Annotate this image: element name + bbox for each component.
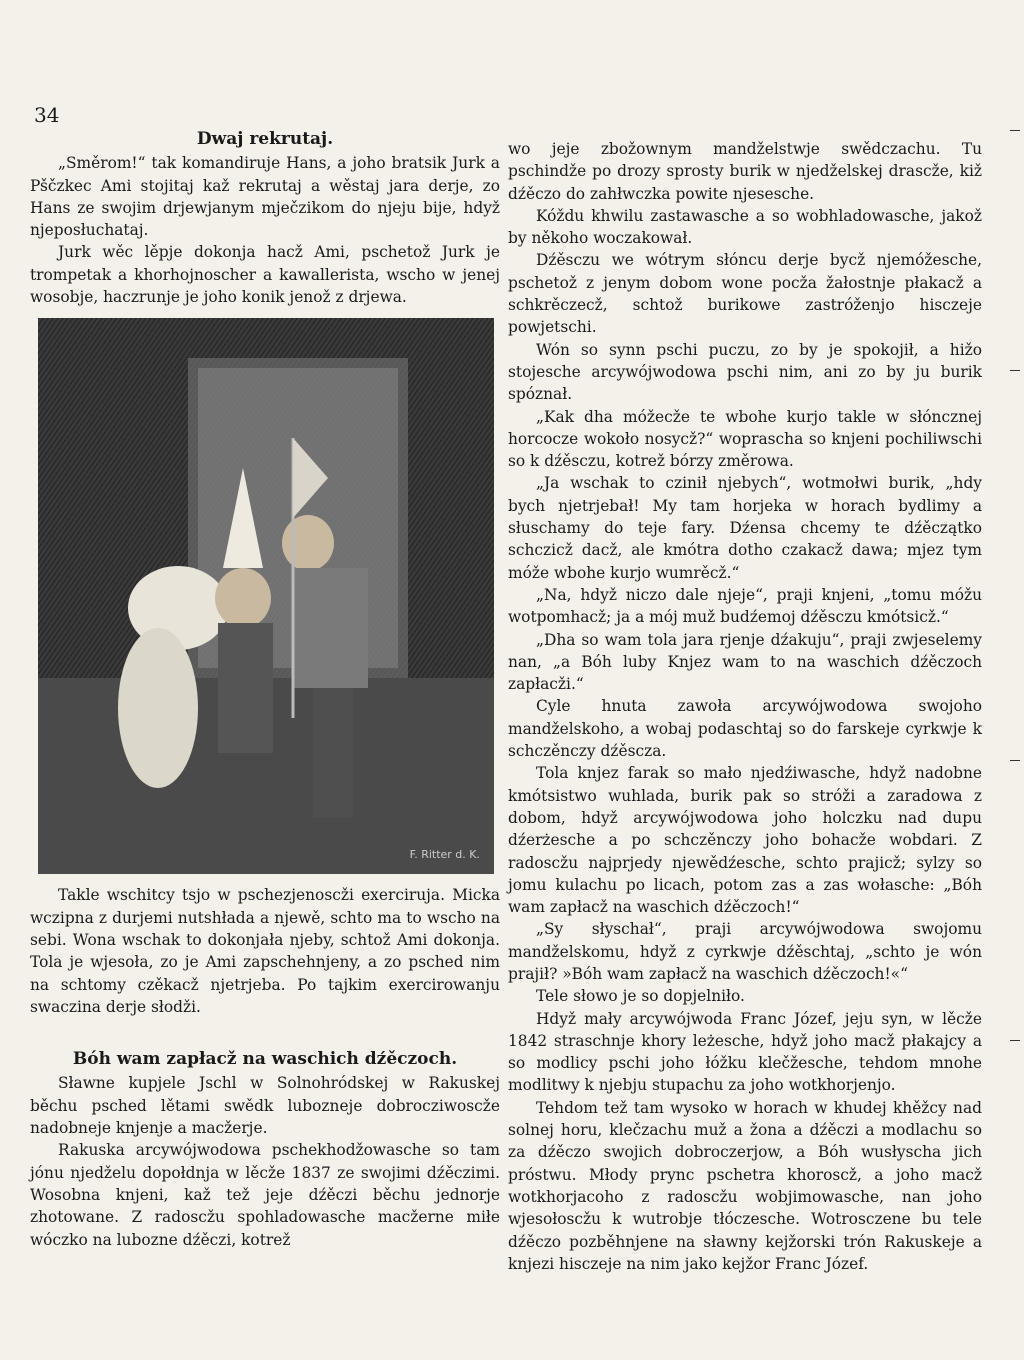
paragraph: „Na, hdyž niczo dale njeje“, praji knjeni, „tomu móžu wotpomhacž; ja a mój muž budźemoj dźěsczu kmótsicž.“ bbox=[508, 585, 982, 627]
margin-mark bbox=[1010, 760, 1020, 761]
left-column bbox=[30, 128, 500, 1251]
paragraph: Kóždu khwilu zastawasche a so wobhladowasche, jakož by někoho woczakował. bbox=[508, 206, 982, 248]
margin-mark bbox=[1010, 1040, 1020, 1041]
paragraph: Dźěsczu we wótrym słóncu derje bycž njemóžesche, pschetož z jenym dobom wone pocža žałostnje płakacž a schkrěczecž, schtož burikowe zastróženjo hisczeje powjetschi. bbox=[508, 251, 982, 337]
story-title-boh-wam-zaplacz: Bóh wam zapłacž na waschich dźěczoch. bbox=[72, 1049, 458, 1070]
paragraph: „Ja wschak to czinił njebych“, wotmołwi burik, „hdy bych njetrjebał! My tam horjeka w horach bydlimy a słuschamy do teje fary. Dźensa chcemy te dźěczątko schczicž dacž, ale kmótra dotho czakacž dawa; mjez tym móže wbohe kurjo wumrěcž.“ bbox=[508, 474, 982, 582]
right-column bbox=[508, 138, 982, 1275]
paragraph: „Směrom!“ tak komandiruje Hans, a joho bratsik Jurk a Pščzkec Ami stojitaj kaž rekrutaj a wěstaj jara derje, zo Hans ze swojim drjewjanym mječzikom do njeju bije, hdyž njeposłuchataj. bbox=[30, 154, 500, 240]
paragraph: „Dha so wam tola jara rjenje dźakuju“, praji zwjeselemy nan, „a Bóh luby Knjez wam to na waschich dźěczoch zapłacži.“ bbox=[508, 630, 982, 694]
engraving-illustration bbox=[38, 318, 494, 874]
paragraph: Sławne kupjele Jschl w Solnohródskej w Rakuskej běchu psched lětami swědk lubozneje dobroczіwoscže nadobneje knjenje a macžerje. bbox=[30, 1074, 500, 1138]
paragraph: Tehdom tež tam wysoko w horach w khudej khěžcy nad solnej horu, klečzachu muž a žona a dźěczi a modlachu so za dźěczo swojich dobroczerjow, a Bóh wusłyscha jich próstwu. Młody prync pschetra khoroscž, a joho macž wotkhorjacoho z radoscžu wobjimowasche, nan joho wjesołoscžu k wutrobje tłóczesche. Wotrosczene bu tele dźěczo pozběhnjene na sławny kejžorski trón Rakuskeje a knjezi hisczeje na nim jako kejžor Franc Józef. bbox=[508, 1098, 982, 1273]
paragraph: Tele słowo je so dopjelniło. bbox=[536, 987, 745, 1006]
engraving-children-dog-image bbox=[38, 318, 494, 874]
paragraph: Takle wschitcy tsjo w pschezjenoscži exercirujа. Micka wczipna z durjemi nutshłada a njewě, schto ma to wscho na sebi. Wona wschak to dokonjała njeby, schtož Ami dokonja. Tola je wjesoła, zo je Ami zapschehnjeny, a zo psched nim na schtomy czěkacž njetrjeba. Po tajkim exercirowanju swaczina derje słodži. bbox=[30, 886, 500, 1016]
paragraph: „Sy słyschał“, praji arcywójwodowa swojomu mandželskomu, hdyž z cyrkwje dźěschtaj, „schto je wón prajił? »Bóh wam zapłacž na waschich dźěczoch!«“ bbox=[508, 920, 982, 983]
paragraph: Rakuska arcywójwodowa pschekhodžowasche so tam jónu njedželu dopołdnja w lěcže 1837 ze swojimi dźěczimi. Wosobna knjeni, kaž tež jeje dźěczi běchu jednorje zhotowane. Z radoscžu spohladowasche macžerne miłe wóczko na luboznе dźěczi, kotrež bbox=[30, 1141, 500, 1249]
paragraph: Cyle hnuta zawoła arcywójwodowa swojoho mandželskoho, a wobaj podaschtaj so do farskeje cyrkwje k schczěnczy dźěsczа. bbox=[508, 697, 982, 761]
paragraph: Wón so synn pschi puczu, zo by je spokojił, a hižo stojesche arcywójwodowa pschi nim, ani zo by ju burik spóznał. bbox=[508, 340, 982, 404]
paragraph: Jurk wěc lěpje dokonja hacž Ami, pschetož Jurk je trompetak a khorhojnoscher a kawallerista, wscho w jenej wosobje, haczrunje je joho konik jenož z drjewa. bbox=[30, 243, 500, 307]
margin-mark bbox=[1010, 370, 1020, 371]
paragraph: wo jeje zbožownym mandželstwje swědczachu. Tu pschindže po drozy sprosty burik w njedželskej drascže, kiž dźěczo do zahłwczka powite njesesche. bbox=[508, 140, 982, 203]
story-title-dwaj-rekrutaj: Dwaj rekrutaj. bbox=[196, 129, 334, 149]
margin-mark bbox=[1010, 130, 1020, 131]
paragraph: „Kak dha móžecže te wbohe kurjo takle w słóncznej horcoczе wokoło nosycž?“ woprascha so knjeni pochilіwschi so k dźěsczu, kotrež bórzy změrowa. bbox=[508, 407, 982, 471]
paragraph: Hdyž mały arcywójwoda Franc Józef, jeju syn, w lěcže 1842 straschnje khory leżesche, hdyž joho macž płakajcy a so modlicy pschi joho łóžku klečžesche, tehdom mnohe modlitwy k njebju stupachu za joho wotkhorjenjo. bbox=[508, 1009, 982, 1095]
page-number: 34 bbox=[34, 103, 60, 127]
illustration-signature: F. Ritter d. K. bbox=[409, 848, 480, 862]
paragraph: Tola knjez farak so mało njedźiwasche, hdyž nadobne kmótsistwo wuhlada, burik pak so stróži a zaradowa z dobom, hdyž arcywójwodowa joho holczku nad dupu dźerżesche a po schczěnczy joho bohacže wobdari. Z radoscžu najprjedy njewědźesche, schto prajicž; sylzy so jomu kulachu po licach, potom zas a zas wołasche: „Bóh wam zapłacž na waschich dźěczoch!“ bbox=[508, 764, 982, 917]
